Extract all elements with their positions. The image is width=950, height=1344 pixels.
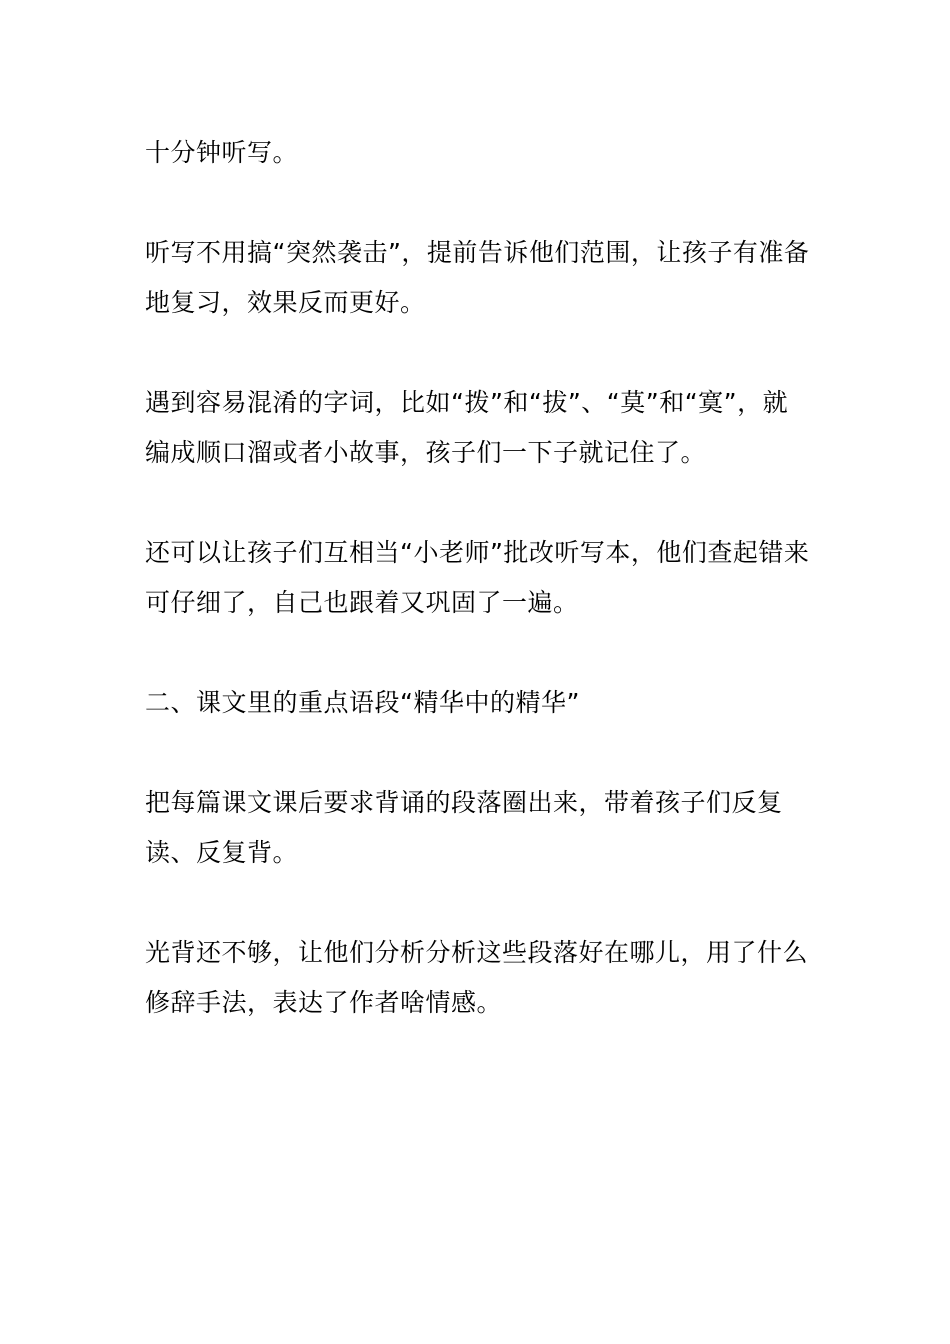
paragraph-recite-passages: 把每篇课文课后要求背诵的段落圈出来，带着孩子们反复读、反复背。 bbox=[145, 788, 783, 867]
paragraph-dictation-scope: 听写不用搞“突然袭击”，提前告诉他们范围，让孩子有准备地复习，效果反而更好。 bbox=[145, 238, 810, 317]
section-heading-key-passages: 二、课文里的重点语段“精华中的精华” bbox=[145, 688, 580, 717]
paragraph-dictation-time: 十分钟听写。 bbox=[145, 138, 299, 167]
paragraph-confusing-words: 遇到容易混淆的字词，比如“拨”和“拔”、“莫”和“寞”，就编成顺口溜或者小故事，孩子们一下子就记住了。 bbox=[145, 388, 789, 467]
paragraph-little-teacher: 还可以让孩子们互相当“小老师”批改听写本，他们查起错来可仔细了，自己也跟着又巩固了一遍。 bbox=[145, 538, 810, 617]
document-body bbox=[145, 128, 810, 1078]
paragraph-analyze-passages: 光背还不够，让他们分析分析这些段落好在哪儿，用了什么修辞手法，表达了作者啥情感。 bbox=[145, 938, 809, 1017]
